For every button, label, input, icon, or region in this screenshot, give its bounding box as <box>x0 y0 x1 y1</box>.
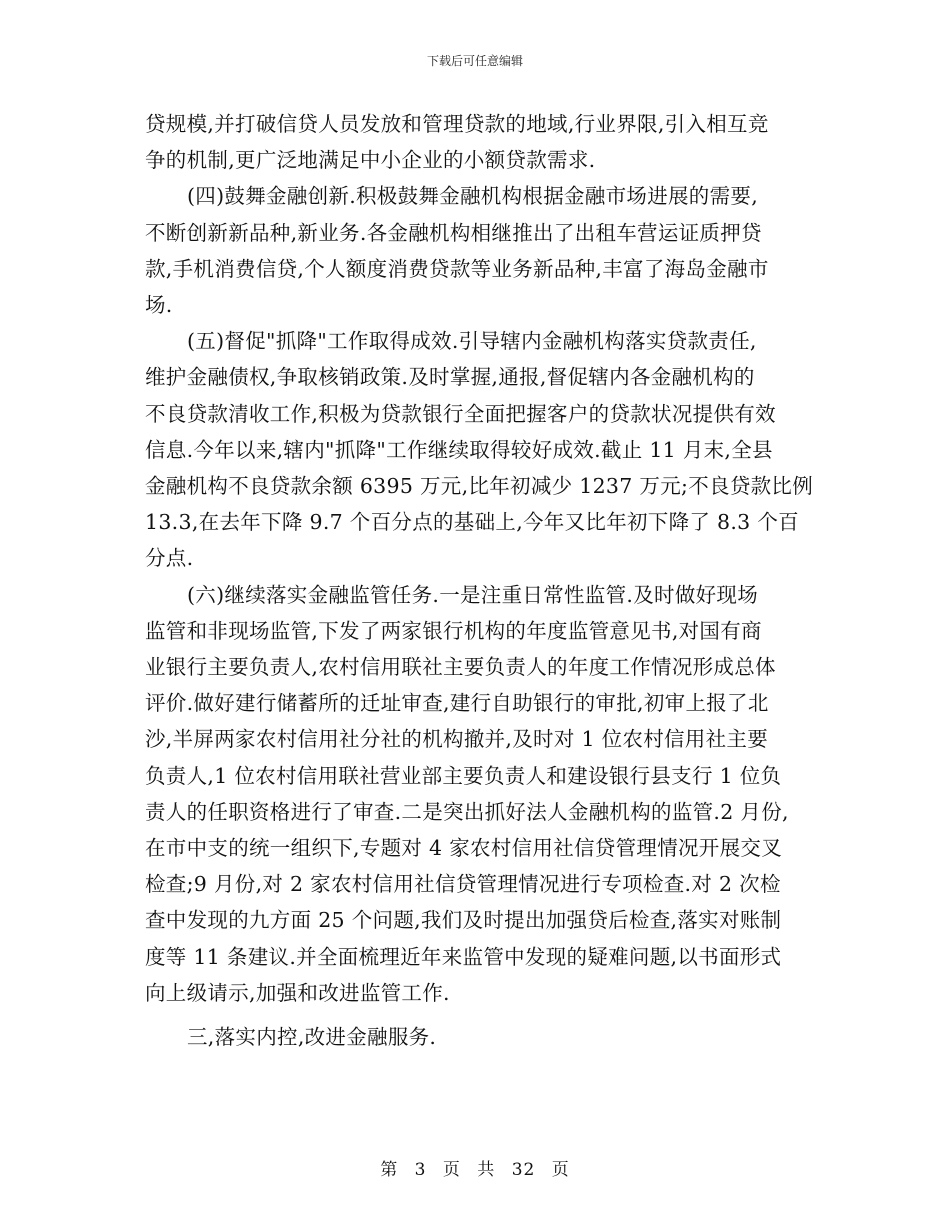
text-line: 检查;9 月份,对 2 家农村信用社信贷管理情况进行专项检查.对 2 次检 <box>145 872 781 897</box>
text-line: 沙,半屏两家农村信用社分社的机构撤并,及时对 1 位农村信用社主要 <box>145 727 769 752</box>
total-page-count: 32 <box>511 1160 536 1180</box>
text-line: 评价.做好建行储蓄所的迁址审查,建行自助银行的审批,初审上报了北 <box>145 691 769 716</box>
text-line: 责人的任职资格进行了审查.二是突出抓好法人金融机构的监管.2 月份, <box>145 799 789 824</box>
text-line: 查中发现的九方面 25 个问题,我们及时提出加强贷后检查,落实对账制 <box>145 908 782 933</box>
text-line: 分点. <box>145 546 194 571</box>
text-line: 争的机制,更广泛地满足中小企业的小额贷款需求. <box>145 148 596 173</box>
text-line: 向上级请示,加强和改进监管工作. <box>145 980 450 1005</box>
text-line: 业银行主要负责人,农村信用联社主要负责人的年度工作情况形成总体 <box>145 655 776 680</box>
current-page-number: 3 <box>414 1160 427 1180</box>
footer-word: 页 <box>551 1160 570 1180</box>
footer-word: 页 <box>442 1160 461 1180</box>
text-line: 度等 11 条建议.并全面梳理近年来监管中发现的疑难问题,以书面形式 <box>145 944 782 969</box>
text-line: (六)继续落实金融监管任务.一是注重日常性监管.及时做好现场 <box>187 582 759 607</box>
page-footer <box>0 1155 950 1180</box>
text-line: 场. <box>145 293 173 318</box>
paragraph-continuation <box>145 106 810 178</box>
text-line: (五)督促"抓降"工作取得成效.引导辖内金融机构落实贷款责任, <box>187 329 757 354</box>
text-line: 款,手机消费信贷,个人额度消费贷款等业务新品种,丰富了海岛金融市 <box>145 256 769 281</box>
text-line: 不断创新新品种,新业务.各金融机构相继推出了出租车营运证质押贷 <box>145 220 762 245</box>
text-line: 监管和非现场监管,下发了两家银行机构的年度监管意见书,对国有商 <box>145 618 762 643</box>
text-line: 在市中支的统一组织下,专题对 4 家农村信用社信贷管理情况开展交叉 <box>145 836 782 861</box>
document-body <box>145 106 814 1055</box>
paragraph-bad-loan-reduction <box>145 323 814 576</box>
text-line: 负责人,1 位农村信用联社营业部主要负责人和建设银行县支行 1 位负 <box>145 763 782 788</box>
text-line: (四)鼓舞金融创新.积极鼓舞金融机构根据金融市场进展的需要, <box>187 184 759 209</box>
text-line: 不良贷款清收工作,积极为贷款银行全面把握客户的贷款状况提供有效 <box>145 401 776 426</box>
text-line: 维护金融债权,争取核销政策.及时掌握,通报,督促辖内各金融机构的 <box>145 365 755 390</box>
text-line: 金融机构不良贷款余额 6395 万元,比年初减少 1237 万元;不良贷款比例 <box>145 474 814 499</box>
section-heading-internal-control <box>145 1019 810 1055</box>
text-line: 信息.今年以来,辖内"抓降"工作继续取得较好成效.截止 11 月末,全县 <box>145 437 773 462</box>
paragraph-financial-supervision <box>145 577 810 1011</box>
footer-word: 第 <box>380 1160 399 1180</box>
paragraph-financial-innovation <box>145 178 810 323</box>
footer-word: 共 <box>477 1160 496 1180</box>
text-line: 三,落实内控,改进金融服务. <box>187 1025 437 1050</box>
page-header-note: 下载后可任意编辑 <box>426 54 523 68</box>
text-line: 13.3,在去年下降 9.7 个百分点的基础上,今年又比年初下降了 8.3 个百 <box>145 510 799 535</box>
text-line: 贷规模,并打破信贷人员发放和管理贷款的地域,行业界限,引入相互竞 <box>145 112 769 136</box>
